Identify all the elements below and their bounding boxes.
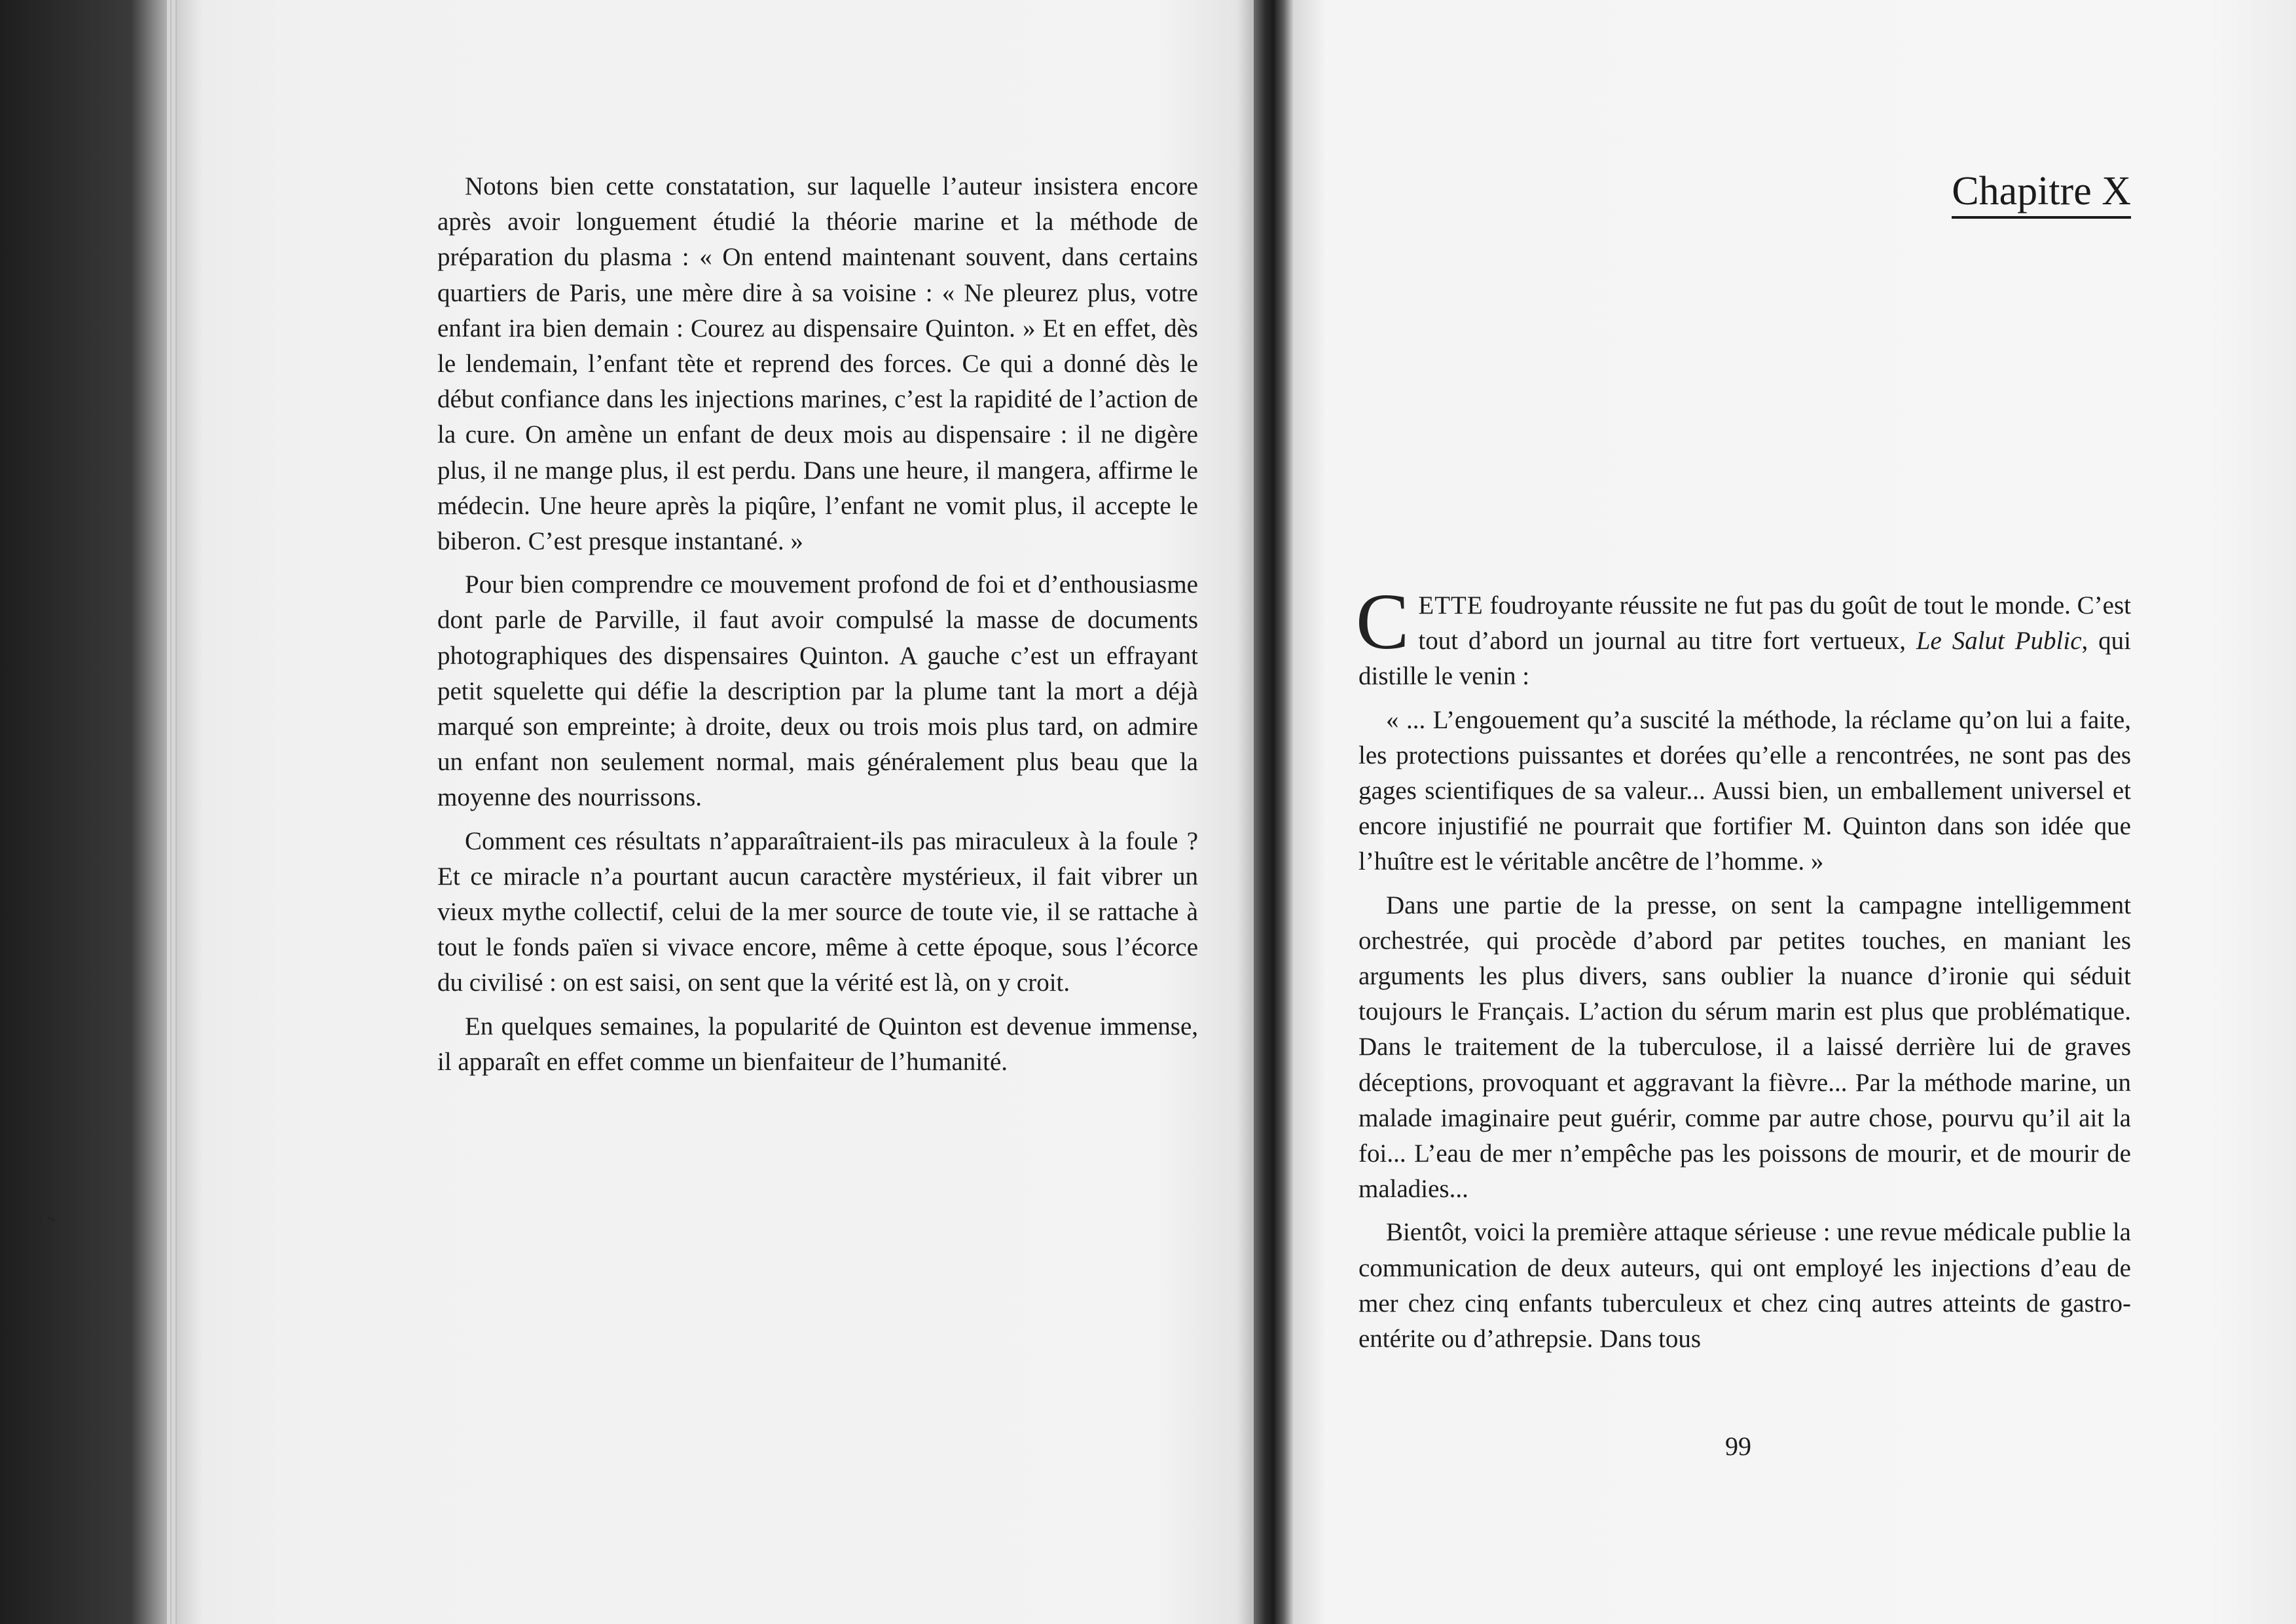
right-page-text: [1356, 578, 2131, 1365]
right-paragraph-3: Dans une partie de la presse, on sent la campagne intelligemment orchestrée, qui procède d’abord par petites touches, en maniant les arguments les plus divers, sans oublier la nuance d’ironie qui séduit toujours le Français. L’action du sérum marin est plus que problématique. Dans le traitement de la tuberculose, il a laissé derrière lui de graves déceptions, provoquant et aggravant la fièvre... Par la méthode marine, un malade imaginaire peut guérir, comme par autre chose, pourvu qu’il ait la foi... L’eau de mer n’empêche pas les poissons de mourir, et de mourir de maladies...: [1358, 891, 2131, 1204]
first-paragraph-end: , qui distille le venin :: [1358, 627, 2131, 691]
book-gutter: [1254, 0, 1293, 1624]
left-paragraph-2: Pour bien comprendre ce mouvement profond de foi et d’enthousiasme dont parle de Parville, il faut avoir compulsé la masse de documents photographiques des dispensaires Quinton. A gauche c’est un effrayant petit squelette qui défie la description par la plume tant la mort a déjà marqué son empreinte; à droite, deux ou trois mois plus tard, on admire un enfant non seulement normal, mais généralement plus beau que la moyenne des nourrissons.: [437, 570, 1198, 812]
first-paragraph-rest: foudroyante réussite ne fut pas du goût de tout le monde. C’est tout d’abord un journal au titre fort vertueux,: [1418, 591, 2131, 655]
scan-speck: [47, 1217, 55, 1222]
chapter-title: Chapitre X: [1952, 169, 2131, 219]
drop-cap-letter: C: [1356, 578, 1410, 666]
right-paragraph-1: [1356, 578, 2131, 695]
page-number: 99: [1725, 1431, 1751, 1461]
right-paragraph-2: « ... L’engouement qu’a suscité la méthode, la réclame qu’on lui a faite, les protections puissantes et dorées qu’elle a rencontrées, ne sont pas des gages scientifiques de sa valeur... Aussi bien, un emballement universel et encore injustifié ne pourrait que fortifier M. Quinton dans son idée que l’huître est le véritable ancêtre de l’homme. »: [1358, 705, 2131, 876]
left-paragraph-4: En quelques semaines, la popularité de Quinton est devenue immense, il apparaît en effet comme un bienfaiteur de l’humanité.: [437, 1012, 1198, 1076]
journal-title: Le Salut Public: [1916, 627, 2082, 655]
left-page-text: [437, 169, 1198, 1088]
first-word-smallcaps: ETTE: [1418, 591, 1484, 619]
left-paragraph-1: Notons bien cette constatation, sur laquelle l’auteur insistera encore après avoir longuement étudié la théorie marine et la méthode de préparation du plasma : « On entend maintenant souvent, dans certains quartiers de Paris, une mère dire à sa voisine : « Ne pleurez plus, votre enfant ira bien demain : Courez au dispensaire Quinton. » Et en effet, dès le lendemain, l’enfant tète et reprend des forces. Ce qui a donné dès le début confiance dans les injections marines, c’est la rapidité de l’action de la cure. On amène un enfant de deux mois au dispensaire : il ne digère plus, il ne mange plus, il est perdu. Dans une heure, il mangera, affirme le médecin. Une heure après la piqûre, l’enfant ne vomit plus, il accepte le biberon. C’est presque instantané. »: [437, 172, 1198, 556]
right-paragraph-4: Bientôt, voici la première attaque sérieuse : une revue médicale publie la communication de deux auteurs, qui ont employé les injections d’eau de mer chez cinq enfants tuberculeux et chez cinq autres atteints de gastro-entérite ou d’athrepsie. Dans tous: [1358, 1218, 2131, 1354]
left-paragraph-3: Comment ces résultats n’apparaîtraient-ils pas miraculeux à la foule ? Et ce miracle n’a pourtant aucun caractère mystérieux, il fait vibrer un vieux mythe collectif, celui de la mer source de toute vie, il se rattache à tout le fonds païen si vivace encore, même à cette époque, sous l’écorce du civilisé : on est saisi, on sent que la vérité est là, on y croit.: [437, 826, 1198, 997]
